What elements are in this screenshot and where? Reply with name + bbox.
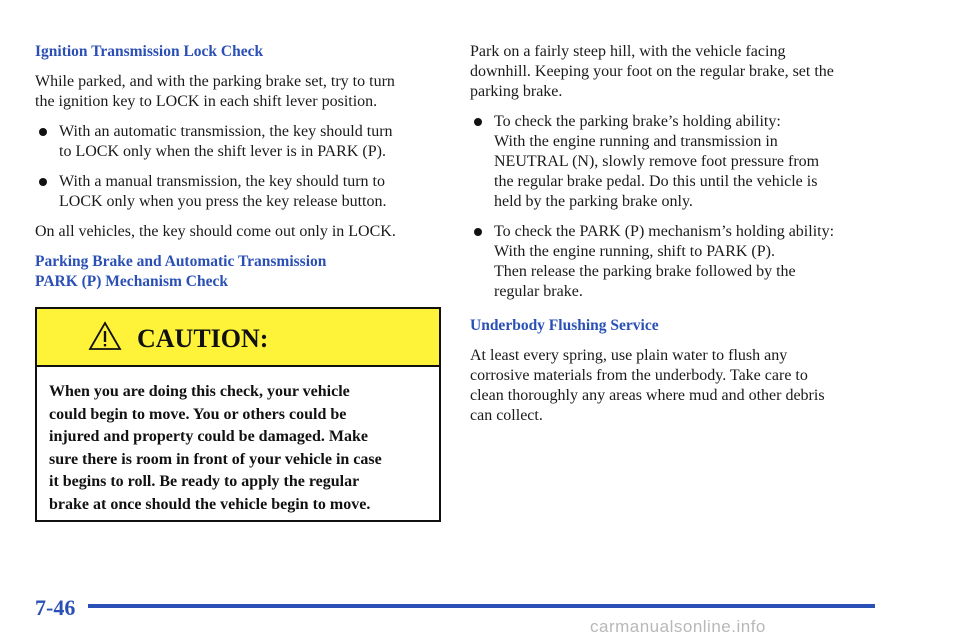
bullet-automatic-transmission: With an automatic transmission, the key should turn to LOCK only when the shift lever is in PARK (P). (35, 122, 440, 162)
bullet-park-mechanism-check: To check the PARK (P) mechanism’s holding ability: With the engine running, shift to PARK (P). Then release the parking brake followed by the regular brake. (470, 222, 890, 302)
bullet-dot-icon (39, 178, 47, 186)
paragraph-all-vehicles: On all vehicles, the key should come out only in LOCK. (35, 223, 396, 240)
section-heading-underbody: Underbody Flushing Service (470, 317, 659, 334)
right-column (470, 42, 890, 436)
bullet-dot-icon (474, 228, 482, 236)
bullet-dot-icon (474, 118, 482, 126)
page-number: 7-46 (35, 595, 76, 620)
section-heading-parking-brake: Parking Brake and Automatic Transmission PARK (P) Mechanism Check (35, 253, 327, 290)
watermark-text: carmanualsonline.info (590, 617, 766, 636)
caution-text: When you are doing this check, your vehicle could begin to move. You or others could be injured and property could be damaged. Make sure there is room in front of your vehicle in case it begins to roll. Be ready to apply the regular brake at once should the vehicle begin to move. (49, 383, 382, 513)
paragraph-underbody-flushing: At least every spring, use plain water to flush any corrosive materials from the underbody. Take care to clean thoroughly any areas where mud and other debris can collect. (470, 347, 825, 424)
bullet-manual-transmission: With a manual transmission, the key should turn to LOCK only when you press the key release button. (35, 172, 440, 212)
left-column (35, 42, 440, 302)
caution-title: CAUTION: (137, 324, 269, 353)
bullet-parking-brake-check: To check the parking brake’s holding ability: With the engine running and transmission in NEUTRAL (N), slowly remove foot pressure from the regular brake pedal. Do this until the vehicle is held by the parking brake only. (470, 112, 890, 212)
bullet-dot-icon (39, 128, 47, 136)
paragraph-park-on-hill: Park on a fairly steep hill, with the vehicle facing downhill. Keeping your foot on the regular brake, set the parking brake. (470, 43, 834, 100)
warning-triangle-icon (88, 321, 122, 351)
caution-header (37, 309, 439, 367)
caution-box (35, 307, 441, 522)
footer-divider (88, 604, 875, 608)
section-heading-ignition-lock: Ignition Transmission Lock Check (35, 43, 264, 60)
paragraph-ignition-intro: While parked, and with the parking brake set, try to turn the ignition key to LOCK in each shift lever position. (35, 73, 395, 110)
